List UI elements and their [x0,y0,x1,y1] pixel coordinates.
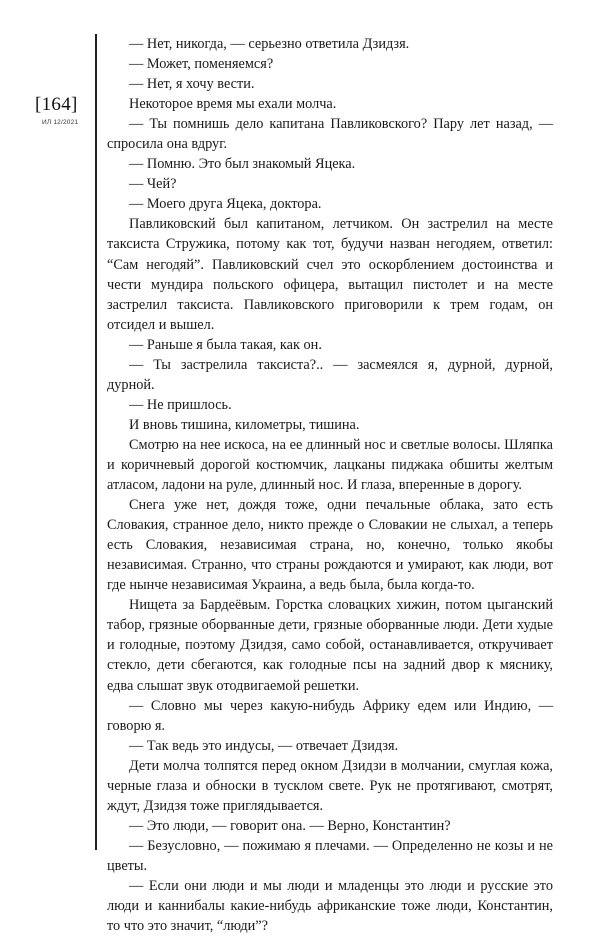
paragraph: — Ты застрелила таксиста?.. — засмеялся я, дурной, дурной, дурной. [107,356,553,393]
paragraph: — Моего друга Яцека, доктора. [129,196,322,213]
paragraph: И вновь тишина, километры, тишина. [129,416,360,433]
paragraph: Некоторое время мы ехали молча. [129,96,337,113]
paragraph: — Нет, я хочу вести. [129,76,255,93]
page-number: [164] [35,94,78,115]
paragraph: — Так ведь это индусы, — отвечает Дзидзя. [129,737,399,754]
paragraph: — Может, поменяемся? [129,56,274,73]
paragraph: — Чей? [129,176,177,193]
paragraph: — Это люди, — говорит она. — Верно, Константин? [129,817,451,834]
paragraph: Снега уже нет, дождя тоже, одни печальные облака, зато есть Словакия, странное дело, никто прежде о Словакии не слыхал, а теперь есть Словакия, независимая страна, но, конечно, только якобы независимая. Странно, что страны рождаются и умирают, как люди, вот где нынче независимая Украина, а ведь была, была когда-то. [107,497,553,594]
paragraph: — Нет, никогда, — серьезно ответила Дзидзя. [129,36,410,52]
paragraph: Нищета за Бардеёвым. Горстка словацких хижин, потом цыганский табор, грязные оборванные дети, грязные оборванные люди. Дети худые и голодные, поэтому Дзидзя, само собой, останавливается, откручивает стекло, дети сбегаются, как голодные псы на задний двор к мяснику, едва слышат звук отодвигаемой решетки. [107,597,553,694]
paragraph: Павликовский был капитаном, летчиком. Он застрелил на месте таксиста Стружика, потому как тот, будучи назван негодяем, ответил: “Сам негодяй”. Павликовский счел это оскорблением достоинства и чести мундира польского офицера, вытащил пистолет и на месте застрелил таксиста. Павликовского приговорили к трем годам, он отсидел и вышел. [107,216,553,333]
paragraph: — Раньше я была такая, как он. [129,336,322,353]
paragraph: — Помню. Это был знакомый Яцека. [129,156,356,173]
margin-rule [95,34,97,850]
paragraph: — Безусловно, — пожимаю я плечами. — Определенно не козы и не цветы. [107,837,553,874]
paragraph: Смотрю на нее искоса, на ее длинный нос и светлые волосы. Шляпка и коричневый дорогой костюмчик, лацканы пиджака обшиты желтым атласом, ладони на руле, длинный нос. И глаза, вперенные в дорогу. [107,436,553,494]
issue-label: ИЛ 12/2021 [42,119,79,126]
paragraph: — Ты помнишь дело капитана Павликовского? Пару лет назад, — спросила она вдруг. [107,116,553,153]
paragraph: — Словно мы через какую-нибудь Африку едем или Индию, — говорю я. [107,697,553,734]
paragraph: — Не пришлось. [129,396,232,413]
paragraph: Дети молча толпятся перед окном Дзидзи в молчании, смуглая кожа, черные глаза и обноски в тусклом свете. Рук не протягивают, смотрят, ждут, Дзидзя тоже приглядывается. [107,757,553,814]
text-column [107,34,553,936]
paragraph: — Если они люди и мы люди и младенцы это люди и русские это люди и каннибалы какие-нибудь африканские тоже люди, Константин, то что это значит, “люди”? [107,877,553,935]
